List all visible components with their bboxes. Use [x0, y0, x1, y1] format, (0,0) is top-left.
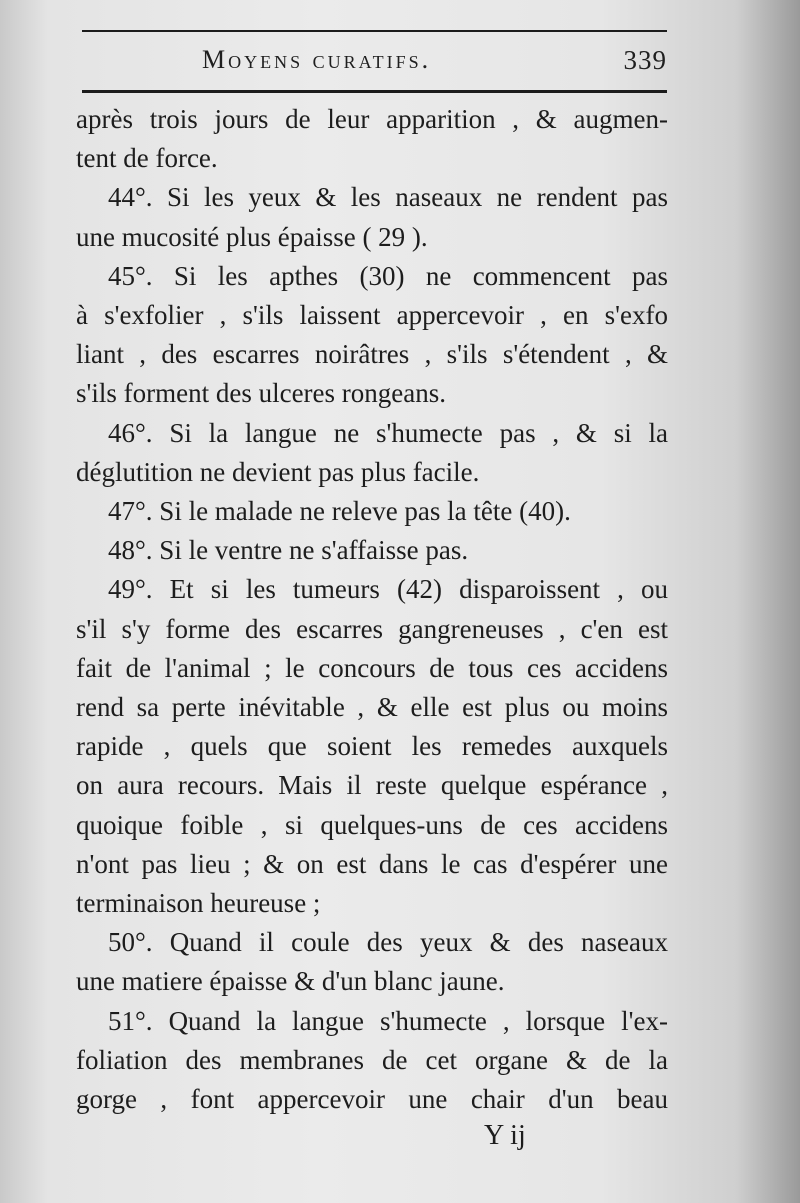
text-line: rapide , quels que soient les remedes auxquels [76, 731, 668, 762]
text-line: s'il s'y forme des escarres gangreneuses , c'en est [76, 613, 668, 644]
text-line: tent de force. [76, 143, 218, 174]
text-line: déglutition ne devient pas plus facile. [76, 456, 480, 487]
header-rule-bottom [82, 90, 667, 93]
header-rule-top [82, 30, 667, 32]
signature-mark: Y ij [484, 1120, 526, 1151]
text-line: on aura recours. Mais il reste quelque espérance , [76, 770, 668, 801]
text-line: 51°. Quand la langue s'humecte , lorsque l'ex- [108, 1005, 668, 1036]
text-line: s'ils forment des ulceres rongeans. [76, 378, 447, 409]
text-line: foliation des membranes de cet organe & de la [76, 1044, 668, 1075]
text-line: après trois jours de leur apparition , & augmen- [76, 104, 668, 134]
text-line: 47°. Si le malade ne releve pas la tête (40). [108, 496, 571, 527]
page-number: 339 [623, 45, 667, 75]
text-line: une mucosité plus épaisse ( 29 ). [76, 221, 428, 252]
running-title: Moyens curatifs. [202, 45, 432, 74]
text-line: n'ont pas lieu ; & on est dans le cas d'espérer une [76, 848, 668, 879]
running-head [82, 42, 667, 82]
text-line: liant , des escarres noirâtres , s'ils s'étendent , & [76, 339, 668, 370]
text-line: 44°. Si les yeux & les naseaux ne rendent pas [108, 182, 668, 213]
text-line: quoique foible , si quelques-uns de ces accidens [76, 809, 668, 840]
text-line: 50°. Quand il coule des yeux & des naseaux [108, 927, 668, 958]
text-line: à s'exfolier , s'ils laissent appercevoir , en s'exfo [76, 300, 668, 331]
text-line: 46°. Si la langue ne s'humecte pas , & si la [108, 417, 668, 448]
text-line: 45°. Si les apthes (30) ne commencent pas [108, 260, 668, 291]
text-line: 48°. Si le ventre ne s'affaisse pas. [108, 535, 469, 566]
text-line: une matiere épaisse & d'un blanc jaune. [76, 966, 505, 997]
text-line: fait de l'animal ; le concours de tous ces accidens [76, 652, 668, 683]
text-line: rend sa perte inévitable , & elle est plus ou moins [76, 692, 668, 723]
body-text [76, 100, 668, 1119]
text-line: terminaison heureuse ; [76, 888, 321, 919]
text-line: 49°. Et si les tumeurs (42) disparoissent , ou [108, 574, 668, 605]
text-line: gorge , font appercevoir une chair d'un beau [76, 1084, 668, 1115]
